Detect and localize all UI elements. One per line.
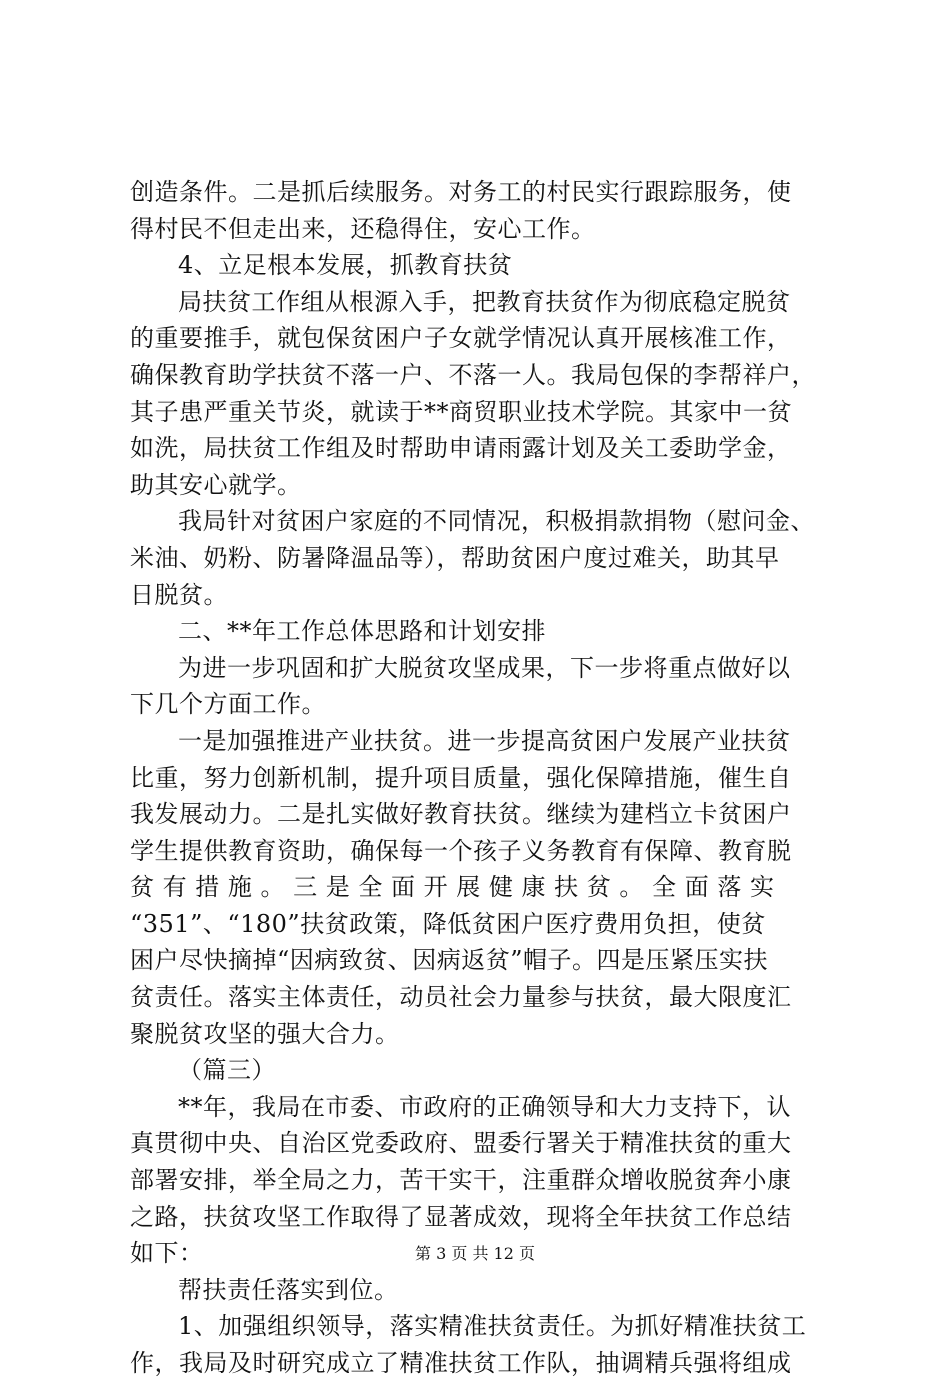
text-line: 的重要推手，就包保贫困户子女就学情况认真开展核准工作，: [130, 324, 792, 353]
text-line: 创造条件。二是抓后续服务。对务工的村民实行跟踪服务，使: [130, 178, 792, 206]
text-line: 贫 有 措 施 。 三 是 全 面 开 展 健 康 扶 贫 。 全 面 落 实: [130, 873, 775, 902]
text-line: 聚脱贫攻坚的强大合力。: [130, 1019, 400, 1048]
text-line: 我发展动力。二是扎实做好教育扶贫。继续为建档立卡贫困户: [130, 800, 792, 829]
text-line: 下几个方面工作。: [130, 690, 326, 719]
page-footer: 第 3 页 共 12 页: [415, 1244, 535, 1263]
text-line: 如下：: [130, 1239, 204, 1268]
text-line: 作，我局及时研究成立了精准扶贫工作队，抽调精兵强将组成: [130, 1349, 792, 1377]
text-line: 米油、奶粉、防暑降温品等），帮助贫困户度过难关，助其早: [130, 543, 780, 572]
text-line: 真贯彻中央、自治区党委政府、盟委行署关于精准扶贫的重大: [130, 1129, 792, 1158]
text-line: 局扶贫工作组从根源入手，把教育扶贫作为彻底稳定脱贫: [178, 287, 791, 316]
text-line: 部署安排，举全局之力，苦干实干，注重群众增收脱贫奔小康: [130, 1166, 792, 1195]
text-line: 之路，扶贫攻坚工作取得了显著成效，现将全年扶贫工作总结: [130, 1202, 792, 1231]
text-line: **年，我局在市委、市政府的正确领导和大力支持下，认: [178, 1092, 791, 1121]
text-line: 日脱贫。: [130, 580, 228, 609]
text-line: 确保教育助学扶贫不落一户、不落一人。我局包保的李帮祥户，: [130, 360, 816, 389]
text-line: 如洗，局扶贫工作组及时帮助申请雨露计划及关工委助学金，: [130, 434, 792, 463]
text-line: 一是加强推进产业扶贫。进一步提高贫困户发展产业扶贫: [178, 726, 791, 755]
text-line: 为进一步巩固和扩大脱贫攻坚成果，下一步将重点做好以: [178, 653, 791, 682]
text-line: 学生提供教育资助，确保每一个孩子义务教育有保障、教育脱: [130, 836, 792, 865]
text-line: 助其安心就学。: [130, 470, 302, 499]
text-line: 我局针对贫困户家庭的不同情况，积极捐款捐物（慰问金、: [178, 507, 815, 536]
text-line: 比重，努力创新机制，提升项目质量，强化保障措施，催生自: [130, 763, 792, 792]
text-line: 二、**年工作总体思路和计划安排: [178, 617, 546, 646]
text-line: 其子患严重关节炎，就读于**商贸职业技术学院。其家中一贫: [130, 397, 792, 426]
text-line: 贫责任。落实主体责任，动员社会力量参与扶贫，最大限度汇: [130, 983, 792, 1012]
text-line: （篇三）: [178, 1056, 276, 1085]
text-line: 帮扶责任落实到位。: [178, 1275, 399, 1304]
text-line: 得村民不但走出来，还稳得住，安心工作。: [130, 214, 596, 243]
text-line: “351”、“180”扶贫政策，降低贫困户医疗费用负担，使贫: [130, 909, 766, 938]
text-line: 困户尽快摘掉“因病致贫、因病返贫”帽子。四是压紧压实扶: [130, 946, 769, 975]
text-line: 1、加强组织领导，落实精准扶贫责任。为抓好精准扶贫工: [178, 1312, 807, 1341]
document-body: [130, 174, 830, 1382]
text-line: 4、立足根本发展，抓教育扶贫: [178, 251, 513, 280]
